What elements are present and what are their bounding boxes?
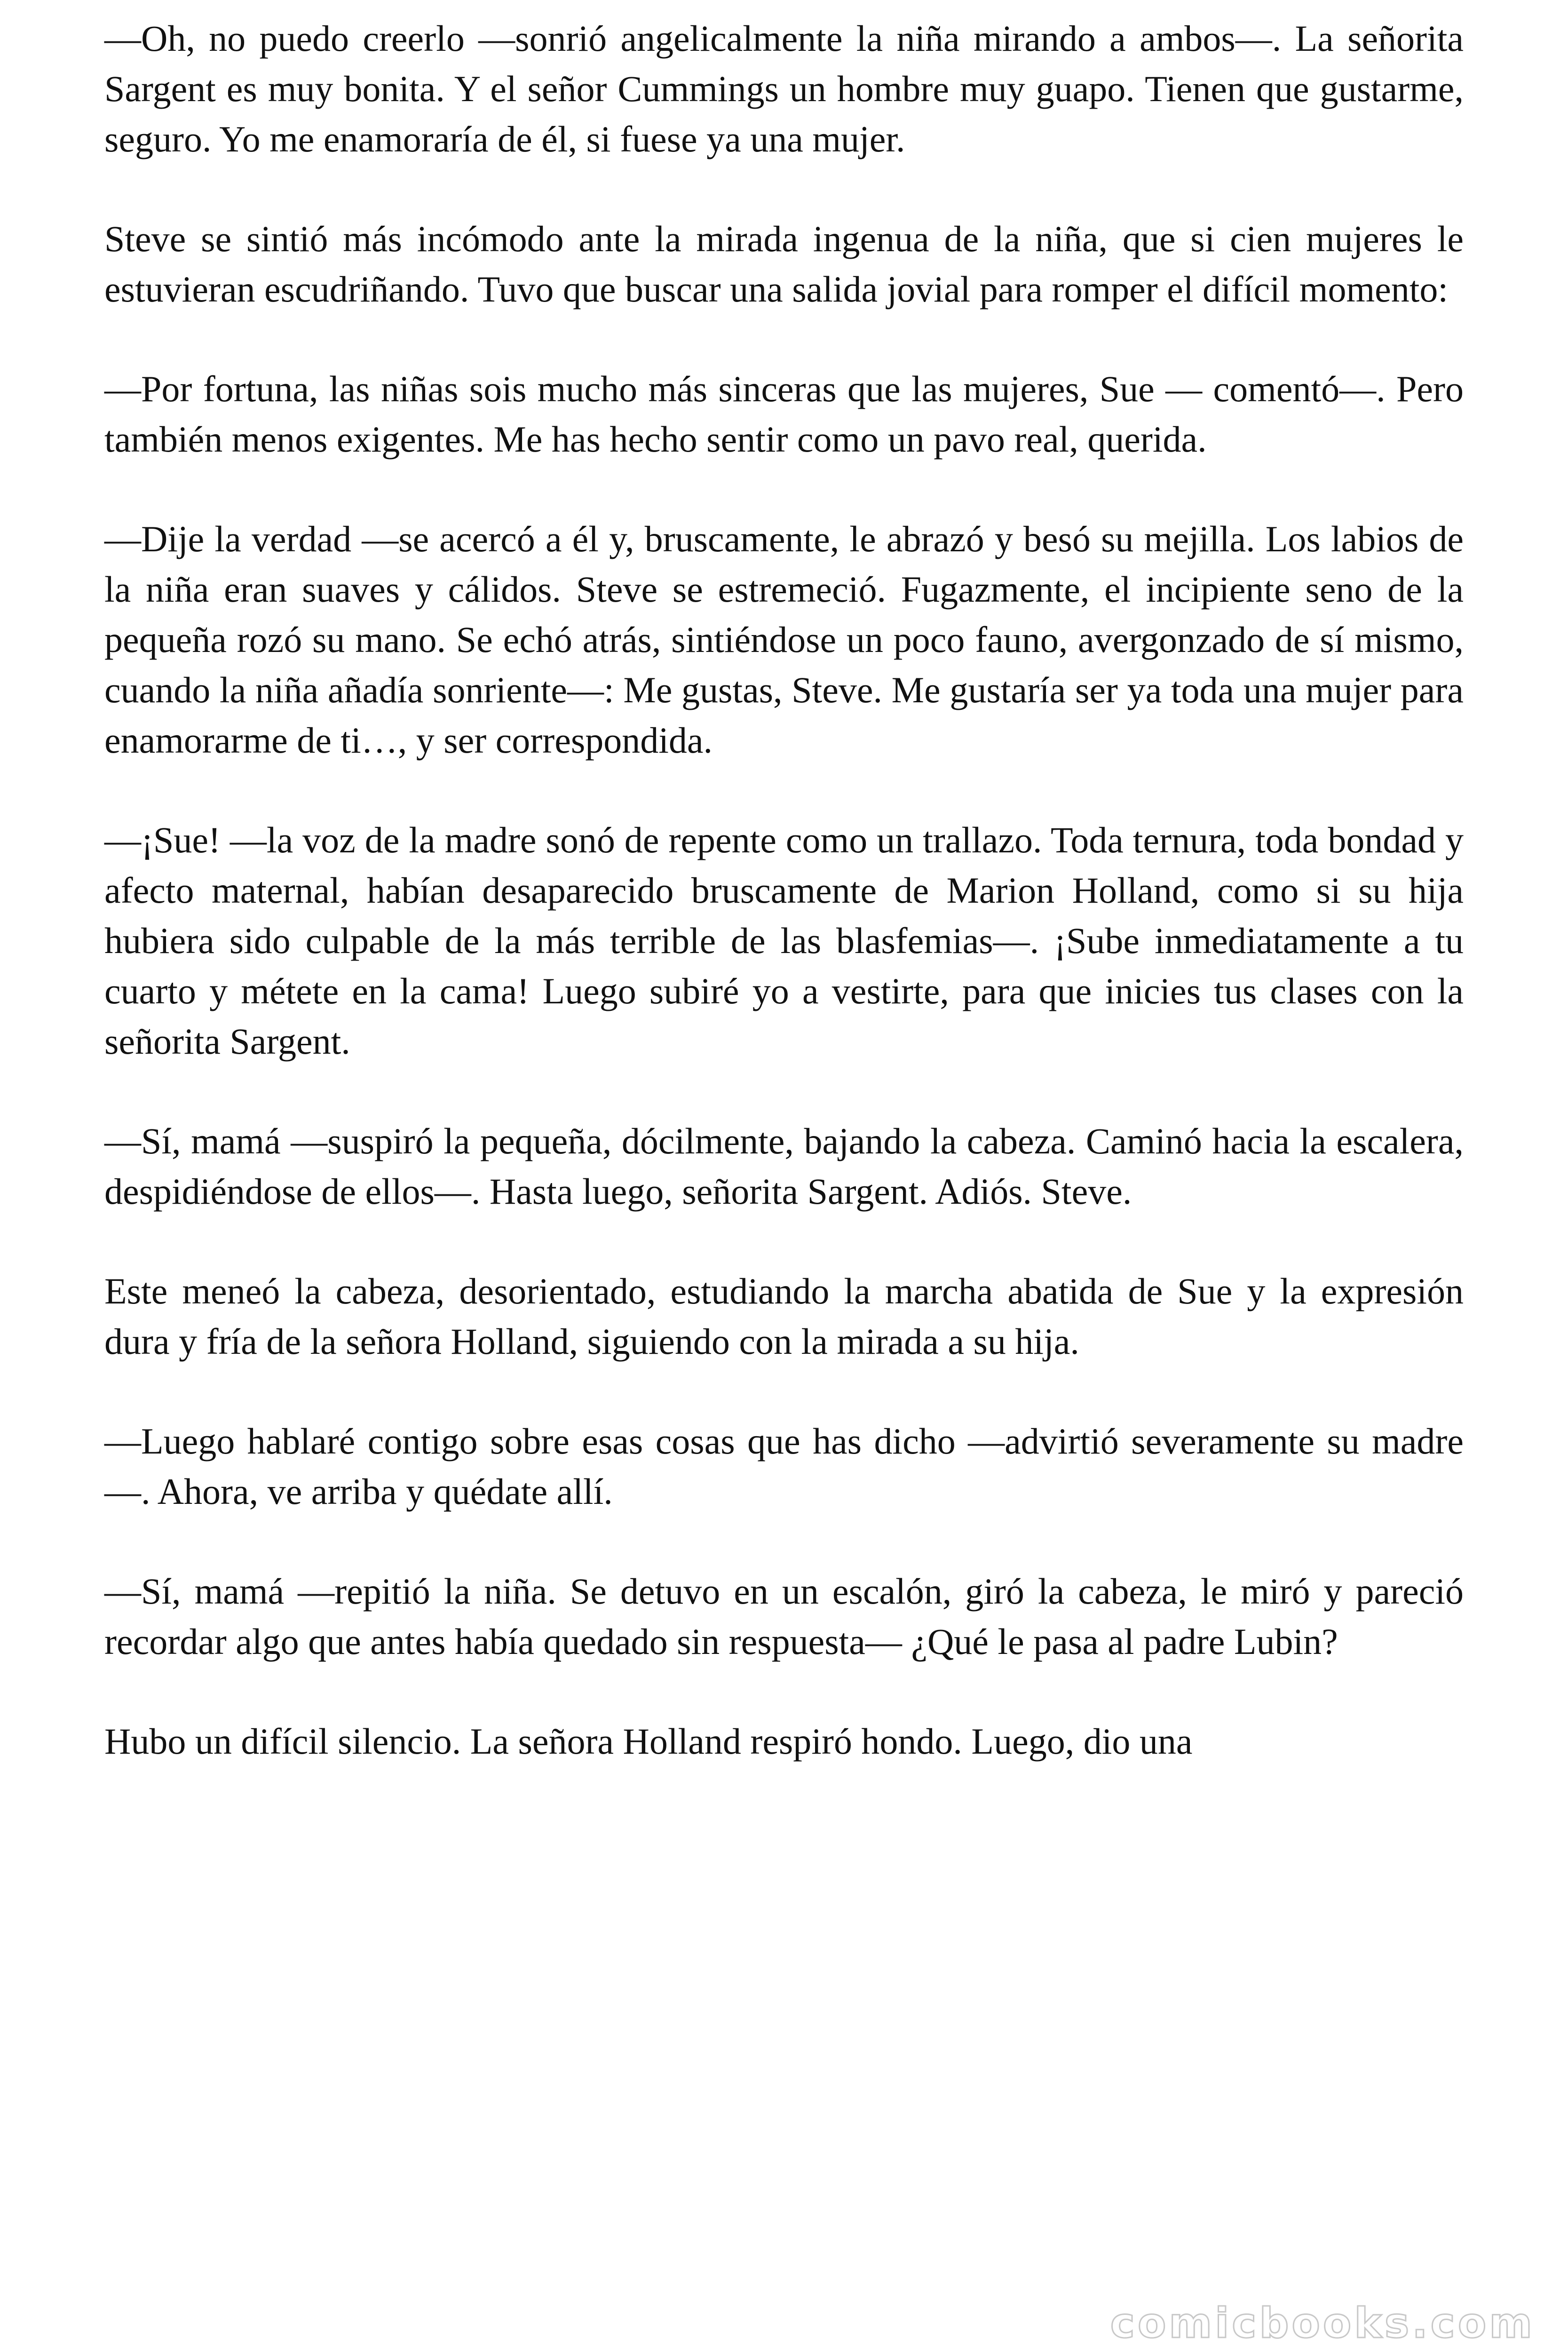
paragraph: Steve se sintió más incómodo ante la mirada ingenua de la niña, que si cien mujeres le estuvieran escudriñando. Tuvo que buscar una salida jovial para romper el difícil momento:: [104, 218, 1464, 310]
paragraph: —Sí, mamá —repitió la niña. Se detuvo en un escalón, giró la cabeza, le miró y pareció recordar algo que antes había quedado sin respuesta— ¿Qué le pasa al padre Lubin?: [104, 1571, 1464, 1662]
paragraph: —¡Sue! —la voz de la madre sonó de repente como un trallazo. Toda ternura, toda bondad y afecto maternal, habían desaparecido bruscamente de Marion Holland, como si su hija hubiera sido culpable de la más terrible de las blasfemias—. ¡Sube inmediatamente a tu cuarto y métete en la cama! Luego subiré yo a vestirte, para que inicies tus clases con la señorita Sargent.: [104, 819, 1464, 1062]
paragraph: —Dije la verdad —se acercó a él y, bruscamente, le abrazó y besó su mejilla. Los labios de la niña eran suaves y cálidos. Steve se estremeció. Fugazmente, el incipiente seno de la pequeña rozó su mano. Se echó atrás, sintiéndose un poco fauno, avergonzado de sí mismo, cuando la niña añadía sonriente—: Me gustas, Steve. Me gustaría ser ya toda una mujer para enamorarme de ti…, y ser correspondida.: [104, 518, 1464, 761]
watermark: comicbooks.com: [1110, 2299, 1535, 2347]
paragraph: —Oh, no puedo creerlo —sonrió angelicalmente la niña mirando a ambos—. La señorita Sargent es muy bonita. Y el señor Cummings un hombre muy guapo. Tienen que gustarme, seguro. Yo me enamoraría de él, si fuese ya una mujer.: [104, 18, 1464, 159]
paragraph: Este meneó la cabeza, desorientado, estudiando la marcha abatida de Sue y la expresión dura y fría de la señora Holland, siguiendo con la mirada a su hija.: [104, 1271, 1464, 1362]
text-column: [104, 13, 1464, 1816]
paragraph: —Luego hablaré contigo sobre esas cosas que has dicho —advirtió severamente su madre—. Ahora, ve arriba y quédate allí.: [104, 1421, 1464, 1512]
paragraph: —Por fortuna, las niñas sois mucho más sinceras que las mujeres, Sue — comentó—. Pero también menos exigentes. Me has hecho sentir como un pavo real, querida.: [104, 368, 1464, 460]
paragraph: —Sí, mamá —suspiró la pequeña, dócilmente, bajando la cabeza. Caminó hacia la escalera, despidiéndose de ellos—. Hasta luego, señorita Sargent. Adiós. Steve.: [104, 1120, 1464, 1212]
paragraph-partial: Hubo un difícil silencio. La señora Holland respiró hondo. Luego, dio una: [104, 1721, 1193, 1762]
